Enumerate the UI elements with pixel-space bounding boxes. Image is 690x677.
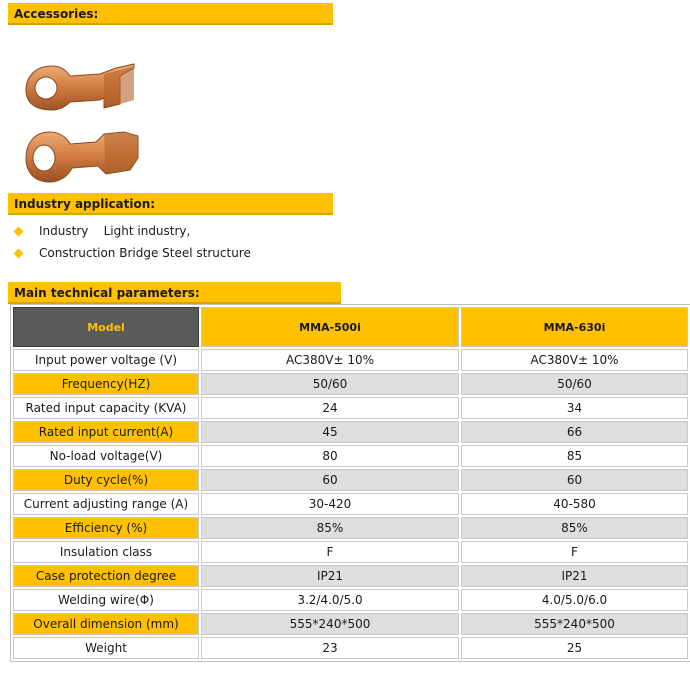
industry-application-title: Industry application: [14,197,156,211]
parameter-value: 30-420 [201,493,459,515]
parameter-label: Duty cycle(%) [13,469,199,491]
parameter-value: F [461,541,688,563]
parameter-label: Current adjusting range (A) [13,493,199,515]
parameter-value: 50/60 [461,373,688,395]
accessories-header [8,3,333,25]
parameter-value: 80 [201,445,459,467]
parameter-value: 85 [461,445,688,467]
table-row [13,565,688,587]
column-header-mma-500i: MMA-500i [201,307,459,347]
parameter-value: 60 [201,469,459,491]
parameter-value: 3.2/4.0/5.0 [201,589,459,611]
parameter-label: Case protection degree [13,565,199,587]
parameter-value: 66 [461,421,688,443]
parameter-value: 4.0/5.0/6.0 [461,589,688,611]
parameter-value: 50/60 [201,373,459,395]
table-row [13,349,688,371]
table-row [13,469,688,491]
table-row [13,493,688,515]
copper-cable-lug-image-2 [22,128,142,188]
parameter-label: Welding wire(Φ) [13,589,199,611]
parameter-label: Insulation class [13,541,199,563]
parameter-value: 23 [201,637,459,659]
parameter-label: Weight [13,637,199,659]
parameter-label: Input power voltage (V) [13,349,199,371]
parameter-value: IP21 [461,565,688,587]
table-row [13,517,688,539]
technical-parameters-header [8,282,341,304]
parameter-value: AC380V± 10% [461,349,688,371]
industry-application-list [12,220,251,264]
table-row [13,589,688,611]
parameter-value: F [201,541,459,563]
diamond-bullet-icon [14,248,24,258]
table-row [13,397,688,419]
accessories-title: Accessories: [14,7,99,21]
parameter-value: 45 [201,421,459,443]
parameter-value: 34 [461,397,688,419]
parameter-label: Efficiency (%) [13,517,199,539]
parameter-value: 85% [201,517,459,539]
parameter-value: IP21 [201,565,459,587]
copper-cable-lug-image-1 [22,60,142,120]
parameter-value: 555*240*500 [201,613,459,635]
list-item-text: Industry Light industry, [39,224,191,238]
parameter-label: Frequency(HZ) [13,373,199,395]
diamond-bullet-icon [14,226,24,236]
table-row [13,541,688,563]
parameter-value: AC380V± 10% [201,349,459,371]
list-item [12,242,251,264]
parameter-value: 24 [201,397,459,419]
table-row [13,637,688,659]
column-header-model: Model [13,307,199,347]
industry-application-header [8,193,333,215]
parameter-value: 25 [461,637,688,659]
technical-parameters-title: Main technical parameters: [14,286,200,300]
table-header-row [13,307,688,347]
list-item-text: Construction Bridge Steel structure [39,246,251,260]
parameter-value: 85% [461,517,688,539]
table-row [13,613,688,635]
parameter-label: Overall dimension (mm) [13,613,199,635]
technical-parameters-table [10,304,690,662]
table-row [13,373,688,395]
parameter-value: 555*240*500 [461,613,688,635]
table-row [13,421,688,443]
parameter-value: 40-580 [461,493,688,515]
parameter-label: Rated input capacity (KVA) [13,397,199,419]
parameter-label: Rated input current(A) [13,421,199,443]
table-row [13,445,688,467]
parameter-label: No-load voltage(V) [13,445,199,467]
list-item [12,220,251,242]
parameter-value: 60 [461,469,688,491]
column-header-mma-630i: MMA-630i [461,307,688,347]
